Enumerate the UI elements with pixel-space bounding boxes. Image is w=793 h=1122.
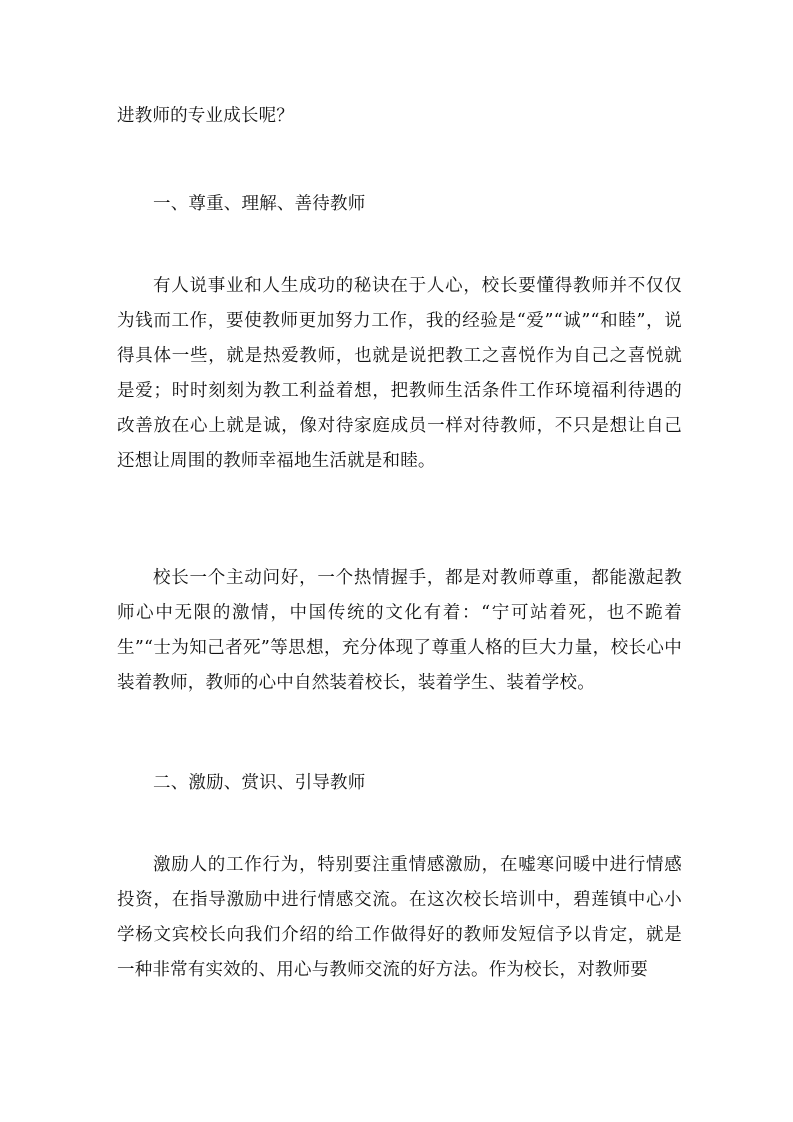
section-heading-2: 二、激励、赏识、引导教师 xyxy=(153,773,366,793)
section2-paragraph-1: 激励人的工作行为，特别要注重情感激励，在嘘寒问暖中进行情感投资，在指导激励中进行情感交流。在这次校长培训中，碧莲镇中心小学杨文宾校长向我们介绍的给工作做得好的教师发短信予以肯定，就是一种非常有实效的、用心与教师交流的好方法。作为校长，对教师要 xyxy=(117,855,682,980)
section-heading-1: 一、尊重、理解、善待教师 xyxy=(153,194,366,214)
continuation-paragraph: 进教师的专业成长呢？ xyxy=(117,106,294,126)
section1-paragraph-1: 有人说事业和人生成功的秘诀在于人心，校长要懂得教师并不仅仅为钱而工作，要使教师更加努力工作，我的经验是“爱”“诚”“和睦”，说得具体一些，就是热爱教师，也就是说把教工之喜悦作为自己之喜悦就是爱；时时刻刻为教工利益着想，把教师生活条件工作环境福利待遇的改善放在心上就是诚，像对待家庭成员一样对待教师，不只是想让自己还想让周围的教师幸福地生活就是和睦。 xyxy=(117,276,682,471)
section1-paragraph-2: 校长一个主动问好，一个热情握手，都是对教师尊重，都能激起教师心中无限的激情，中国传统的文化有着：“宁可站着死，也不跪着生”“士为知己者死”等思想，充分体现了尊重人格的巨大力量，校长心中装着教师，教师的心中自然装着校长，装着学生、装着学校。 xyxy=(117,568,682,693)
